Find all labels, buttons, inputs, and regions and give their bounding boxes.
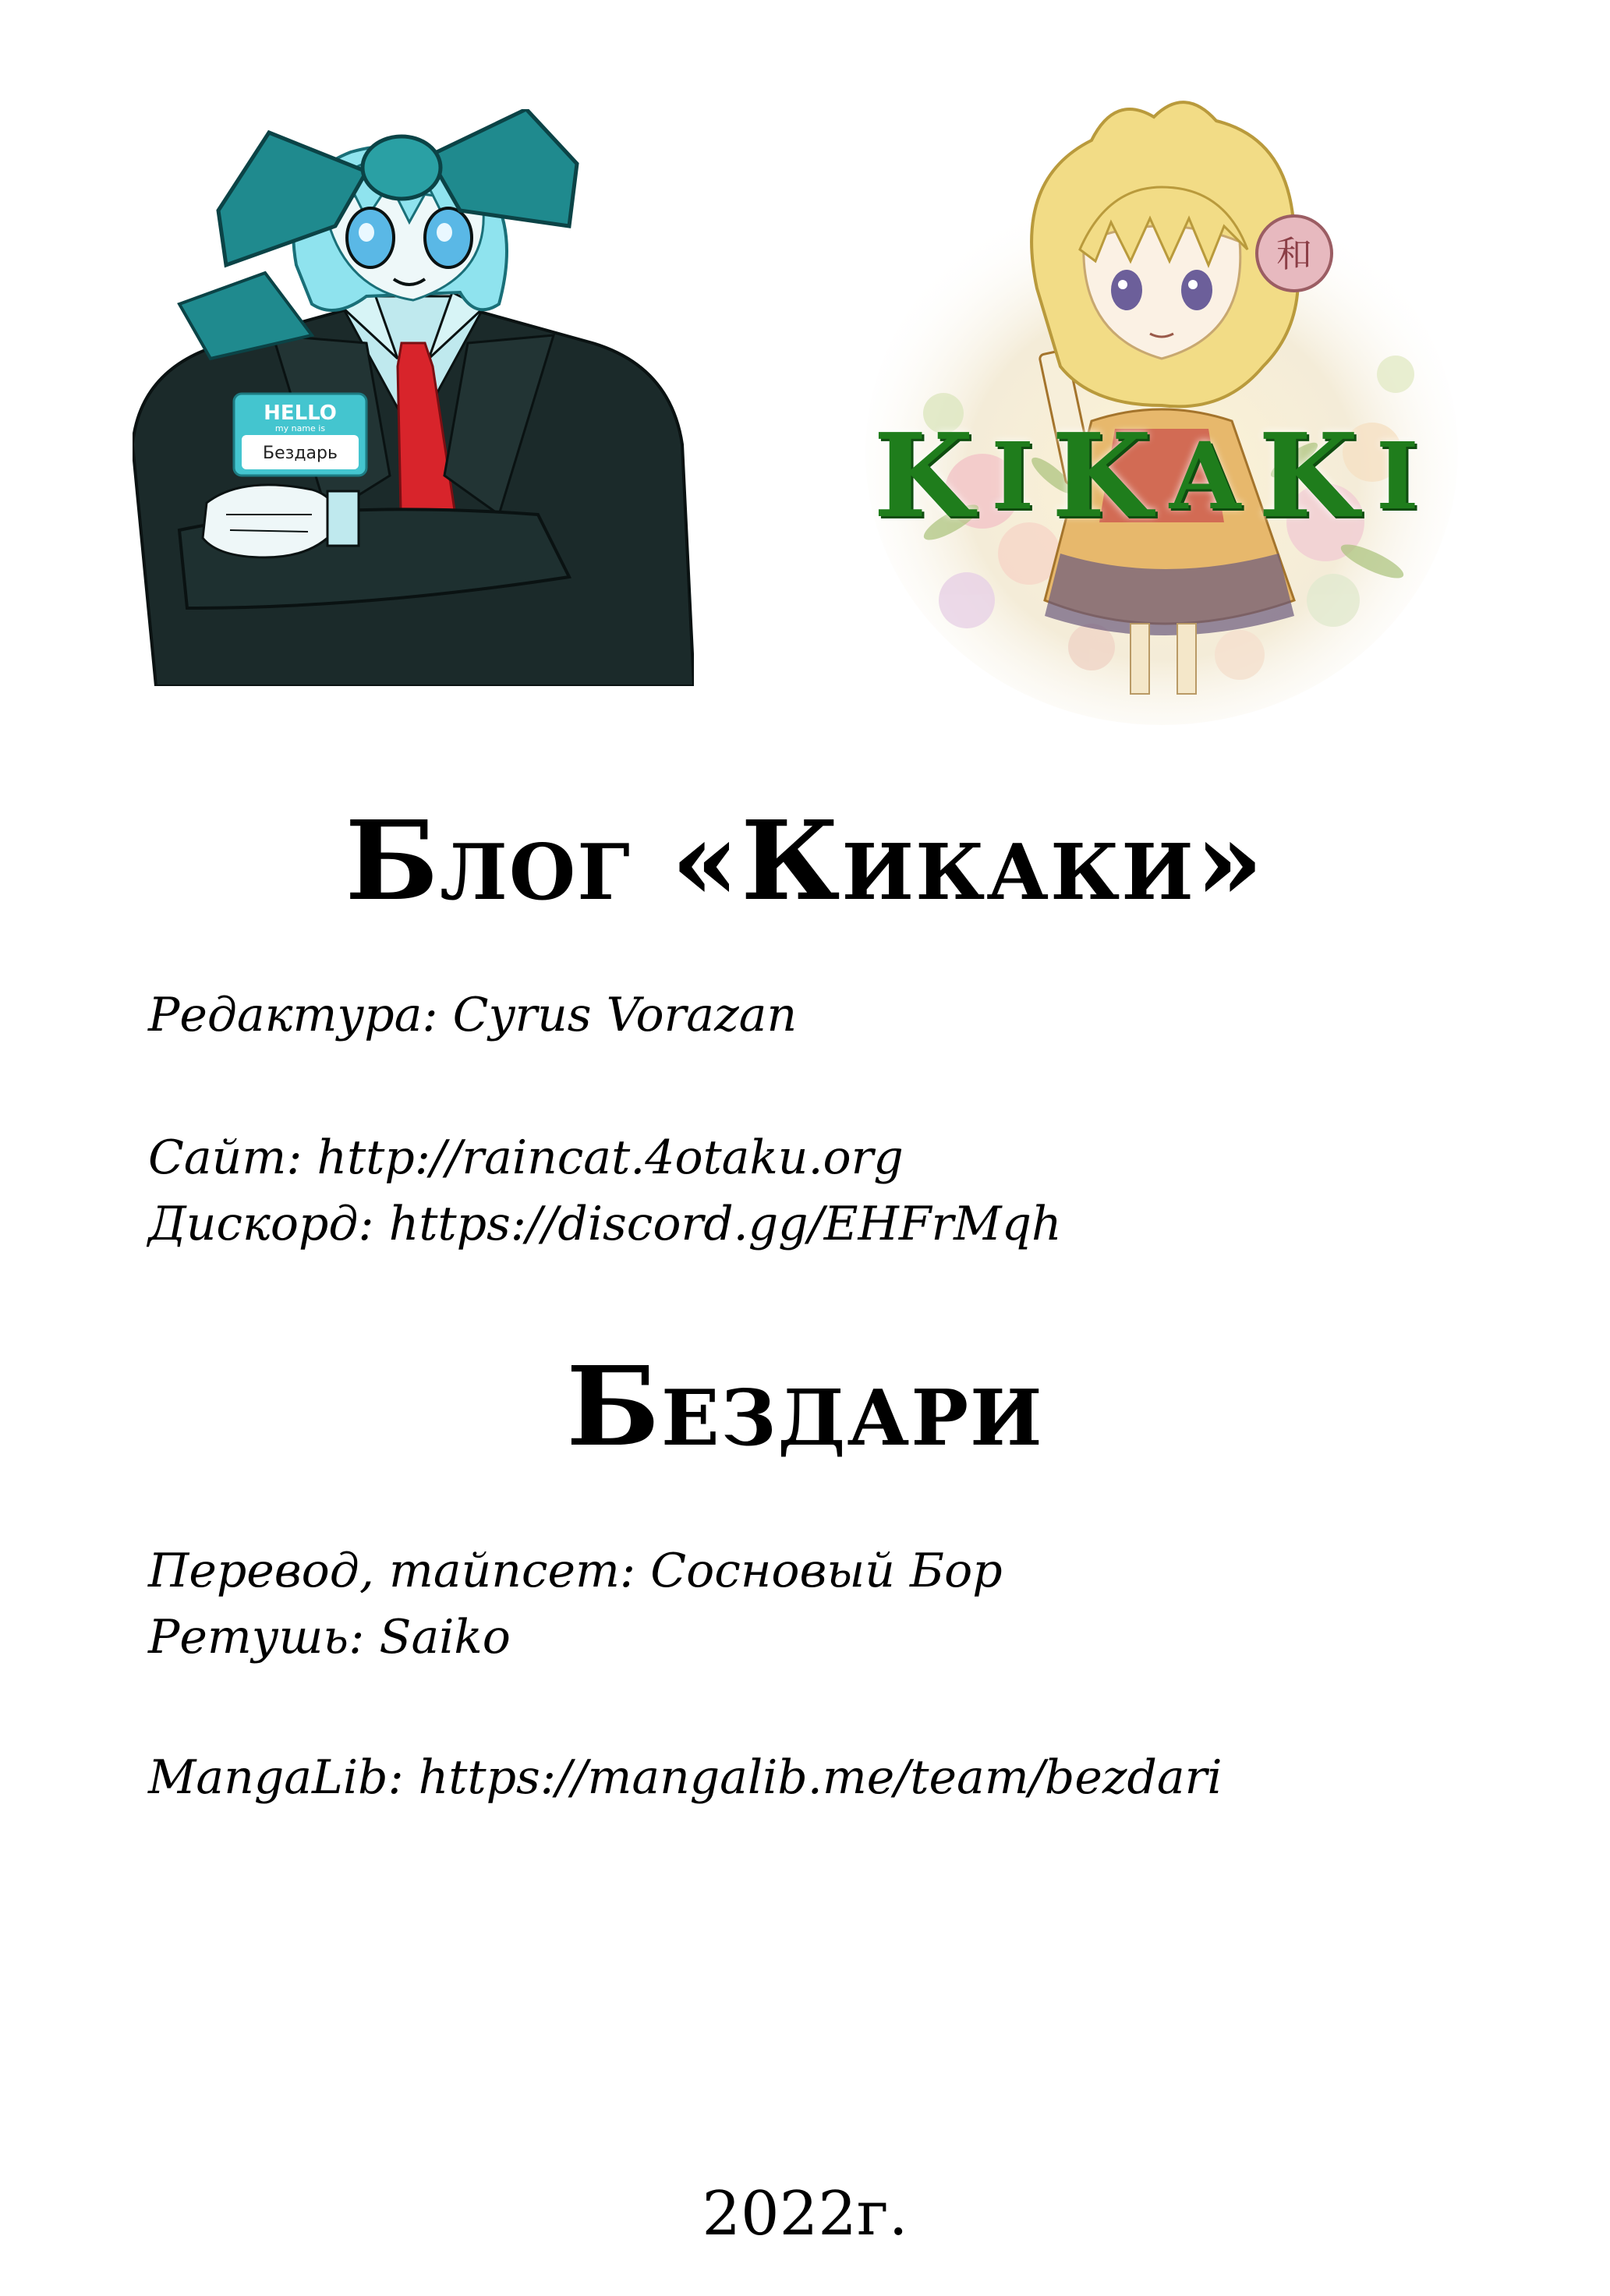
blog-title: Блог «Кикаки» [345,798,1265,925]
editor-credit: Редактура: Cyrus Vorazan [148,988,798,1042]
hand [203,485,337,557]
mangalib-link[interactable]: MangaLib: https://mangalib.me/team/bezdari [148,1750,1223,1805]
kikaki-logo-letter: K [1051,408,1152,543]
kikaki-logo-letter: K [873,408,974,543]
badge-name: Бездарь [263,444,338,463]
translation-credit: Перевод, тайпсет: Сосновый Бор [148,1544,1003,1598]
site-link[interactable]: Сайт: http://raincat.4otaku.org [148,1130,904,1185]
kikaki-logo [873,408,1419,543]
kikaki-logo-letter: K [1258,408,1359,543]
team-title: Бездари [566,1343,1044,1471]
name-badge [234,394,366,476]
year: 2022г. [702,2179,908,2249]
badge-my-name-is: my name is [274,423,326,433]
kikaki-logo-letter: I [1375,421,1419,530]
kanji-mark: 和 [1276,233,1312,275]
kikaki-illustration [858,86,1466,725]
discord-link[interactable]: Дискорд: https://discord.gg/EHFrMqh [148,1197,1062,1251]
kanji-headphone [1257,216,1332,291]
kikaki-logo-letter: I [991,421,1035,530]
cirno-illustration [133,109,694,686]
kikaki-logo-letter: A [1169,421,1241,530]
badge-hello: HELLO [264,402,337,425]
retouch-credit: Ретушь: Saiko [148,1610,511,1665]
